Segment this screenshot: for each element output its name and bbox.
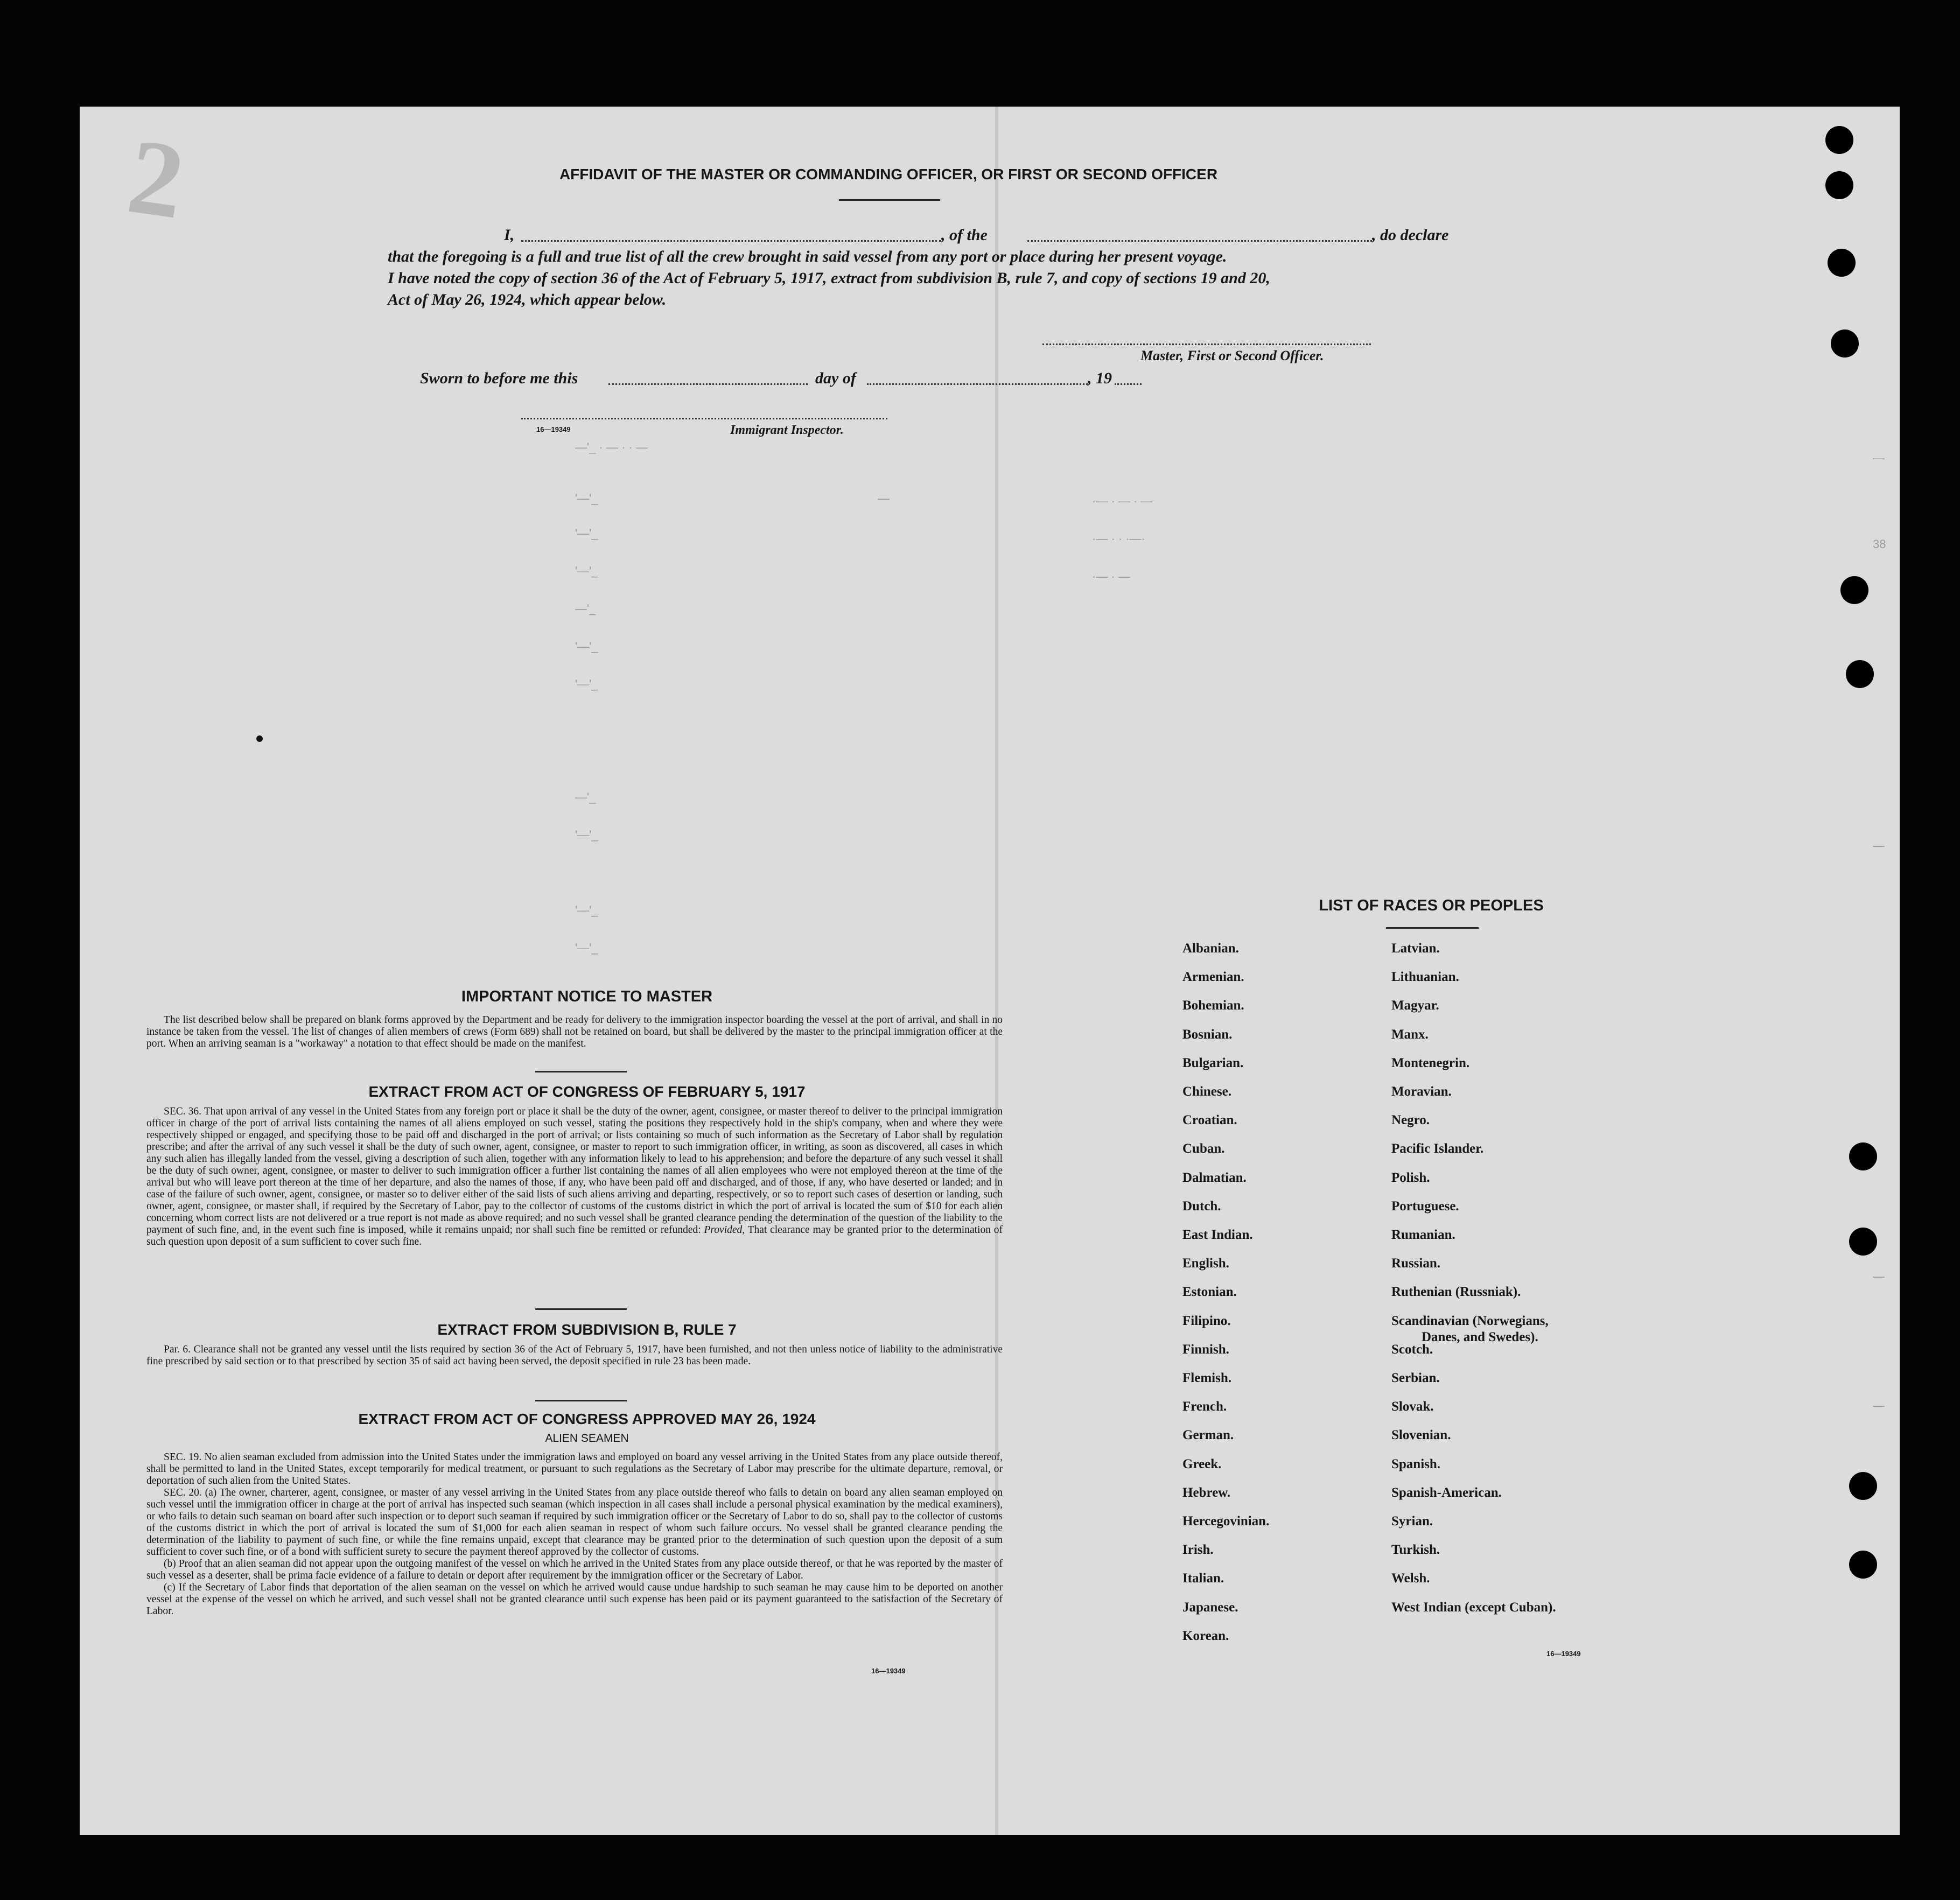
race-item: Serbian. [1391,1371,1440,1385]
extract-1917-text [146,1106,1003,1248]
race-item: Finnish. [1182,1342,1229,1357]
alien-seamen-subheading: ALIEN SEAMEN [545,1432,629,1445]
race-item: Spanish-American. [1391,1485,1502,1500]
race-item: Bohemian. [1182,998,1244,1013]
extract-1917-rule [535,1308,627,1310]
form-number-top: 16—19349 [536,425,571,433]
punch-hole [1831,329,1859,357]
race-item: Japanese. [1182,1600,1238,1615]
extract-1924-heading: EXTRACT FROM ACT OF CONGRESS APPROVED MAY 26, 1924 [358,1411,816,1427]
provided-text: That clearance may be granted prior to the determination of such question upon deposit of a sum sufficient to cover such fine. [146,1224,1003,1247]
affidavit-heading: AFFIDAVIT OF THE MASTER OR COMMANDING OFFICER, OR FIRST OR SECOND OFFICER [559,166,1218,183]
race-item: Filipino. [1182,1313,1231,1328]
race-item: Ruthenian (Russniak). [1391,1285,1521,1300]
race-item: East Indian. [1182,1228,1253,1242]
punch-hole [1846,660,1874,688]
edge-mark: — [1873,451,1885,465]
notice-heading: IMPORTANT NOTICE TO MASTER [461,988,713,1005]
rule-7-text [146,1344,1003,1368]
race-item: Scotch. [1391,1342,1433,1357]
affidavit-line-1 [424,226,1469,244]
bleed-mark: —'_ [575,602,596,615]
race-item: Cuban. [1182,1141,1225,1156]
sworn-month-field[interactable] [867,383,1088,385]
section-36-text: SEC. 36. That upon arrival of any vessel in the United States from any foreign port or place it shall be the duty of the owner, agent, consignee, or master thereof to deliver to the principal immigration officer in charge of the port of arrival lists containing the names of all aliens employed on such vessel, stating the positions they respectively hold in the ship's company, when and where they were respectively shipped or engaged, and specifying those to be paid off and discharged in the port of arrival; or lists containing so much of such information as the Secretary of Labor shall by regulation prescribe; and after the arrival of any such vessel it shall be the duty of such owner, agent, consignee, or master to report to such immigration officer, in writing, as soon as discovered, all cases in which any such alien has illegally landed from the vessel, giving a description of such alien, together with any information likely to lead to his apprehension; and before the departure of any such vessel it shall be the duty of such owner, agent, consignee, or master to deliver to such immigration officer a further list containing the names of all alien employees who were not employed thereon at the time of the arrival but who will leave port thereon at the time of her departure, and also the names of those, if any, who have been paid off and discharged, and of those, if any, who have deserted or landed; and in case of the failure of such owner, agent, consignee, or master so to deliver either of the said lists of such aliens arriving and departing, respectively, or so to report such cases of desertion or landing, such owner, agent, consignee, or master shall, if required by the Secretary of Labor, pay to the collector of customs of the customs district in which the port of arrival is located the sum of $10 for each alien concerning whom correct lists are not delivered or a true report is not made as above required; and no such vessel shall be granted clearance pending the determination of the question of the liability to the payment of such fine, and, in the event such fine is imposed, while it remains unpaid; nor shall such fine be remitted or refunded: [146,1106,1003,1236]
race-item: Hercegovinian. [1182,1514,1270,1529]
races-heading-rule [1386,927,1479,929]
declarant-name-field[interactable] [521,240,941,242]
race-item: Manx. [1391,1027,1429,1042]
race-item: Russian. [1391,1256,1441,1271]
race-item: Bosnian. [1182,1027,1233,1042]
section-20b-paragraph: (b) Proof that an alien seaman did not appear upon the outgoing manifest of the vessel on which he arrived in the United States from any place outside thereof, or that he was reported by the master of such vessel as a deserter, shall be prima facie evidence of a failure to detain or deport after requirement by the immigration officer or the Secretary of Labor. [146,1558,1003,1581]
race-item: Rumanian. [1391,1228,1455,1242]
bleed-mark: '—'_ [575,677,598,691]
race-item: Dutch. [1182,1198,1221,1214]
bleed-mark: —'_ [575,790,596,804]
sworn-day-field[interactable] [608,383,808,385]
race-item: Slovak. [1391,1399,1434,1414]
punch-hole [1849,1472,1877,1500]
affidavit-line-4: Act of May 26, 1924, which appear below. [388,291,667,309]
bleed-mark: ·— · — · — [1092,494,1153,508]
race-item: French. [1182,1399,1227,1414]
race-item: Armenian. [1182,970,1244,985]
race-item: Portuguese. [1391,1198,1459,1214]
race-item: Flemish. [1182,1371,1231,1385]
race-item: Danes, and Swedes). [1422,1329,1538,1344]
race-item: Korean. [1182,1628,1229,1643]
edge-mark: — [1873,1399,1885,1412]
affidavit-line-2: that the foregoing is a full and true list of all the crew brought in said vessel from any port or place during her present voyage. [388,248,1227,265]
of-the-label: , of the [941,226,988,244]
bleed-mark: '—'_ [575,527,598,540]
race-item: Moravian. [1391,1084,1452,1099]
section-36-paragraph [146,1106,1003,1248]
punch-hole [1849,1551,1877,1579]
bleed-mark: '—'_ [575,941,598,955]
race-item: Irish. [1182,1543,1214,1558]
notice-paragraph: The list described below shall be prepared on blank forms approved by the Department and be ready for delivery to the immigration inspector boarding the vessel at the port of arrival, and shall in no instance be taken from the vessel. The list of changes of alien members of crews (Form 689) shall not be retained on board, but shall be delivered by the master to the principal immigration officer at the port. When an arriving seaman is a "workaway" a notation to that effect should be made on the manifest. [146,1014,1003,1049]
race-item: Montenegrin. [1391,1055,1470,1070]
rule-7-paragraph: Par. 6. Clearance shall not be granted any vessel until the lists required by section 36 of the Act of February 5, 1917, have been furnished, and not then unless notice of liability to the administrative fine prescribed by said section or to that prescribed by section 35 of said act having been served, the deposit specified in rule 23 has been made. [146,1344,1003,1367]
section-20a-paragraph: SEC. 20. (a) The owner, charterer, agent, consignee, or master of any vessel arriving in the United States from any place outside thereof who fails to detain on board any alien seaman employed on such vessel until the immigration officer in charge at the port of arrival has inspected such seaman (which inspection in all cases shall include a personal physical examination by the medical examiners), or who fails to detain such seaman on board after such inspection or to deport such seaman if required by such immigration officer or the Secretary of Labor to do so, shall pay to the collector of customs of the customs district in which the port of arrival is located the sum of $1,000 for each alien seaman in respect of whom such failure occurs. No vessel shall be granted clearance pending the determination of the liability to payment of such fine, or while the fine remains unpaid, except that clearance may be granted prior to the determination of such question upon the deposit of a sum sufficient to cover such fine, or of a bond with sufficient surety to secure the payment thereof approved by the collector of customs. [146,1487,1003,1558]
inspector-signature-field[interactable] [521,418,887,419]
race-item: Negro. [1391,1113,1430,1128]
race-item: Syrian. [1391,1514,1433,1529]
race-item: Pacific Islander. [1391,1141,1484,1156]
race-item: German. [1182,1428,1234,1443]
race-item: Bulgarian. [1182,1055,1244,1070]
punch-hole [1840,576,1868,604]
edge-mark: — [1873,1270,1885,1283]
bleed-mark: ·— · · ·—· [1092,532,1145,545]
bleed-mark: ·— · — [1092,570,1130,583]
notice-rule [535,1071,627,1072]
year-label: , 19 [1088,369,1112,387]
race-item: Chinese. [1182,1084,1231,1099]
section-19-paragraph: SEC. 19. No alien seaman excluded from admission into the United States under the immigration laws and employed on board any vessel arriving in the United States from any place outside thereof, shall be permitted to land in the United States, except temporarily for medical treatment, or pursuant to such regulations as the Secretary of Labor may prescribe for the ultimate departure, removal, or deportation of such alien from the United States. [146,1452,1003,1487]
punch-hole [1849,1228,1877,1256]
punch-hole [1828,249,1856,277]
race-item: West Indian (except Cuban). [1391,1600,1556,1615]
section-20c-paragraph: (c) If the Secretary of Labor finds that deportation of the alien seaman on the vessel on which he arrived would cause undue hardship to such seaman he may cause him to be deported on another vessel at the expense of the vessel on which he arrived, and such vessel shall not be granted clearance until such expense has been paid or its payment guaranteed to the satisfaction of the Secretary of Labor. [146,1582,1003,1617]
document-sheet [80,107,1900,1835]
race-item: Scandinavian (Norwegians, [1391,1313,1549,1328]
bleed-mark: '—'_ [575,903,598,917]
master-signature-label: Master, First or Second Officer. [1140,348,1324,363]
affidavit-heading-rule [839,199,940,201]
sworn-line [420,369,1260,389]
edge-mark: 38 [1873,537,1886,551]
sworn-year-field[interactable] [1115,383,1142,385]
bleed-mark: —'_ · — · · — [575,440,648,454]
race-item: Croatian. [1182,1113,1237,1128]
do-declare-label: , do declare [1372,226,1449,244]
rule-7-heading: EXTRACT FROM SUBDIVISION B, RULE 7 [437,1321,737,1338]
affidavit-line-3: I have noted the copy of section 36 of the Act of February 5, 1917, extract from subdivision B, rule 7, and copy of sections 19 and 20, [388,269,1270,287]
day-of-label: day of [815,369,856,387]
race-item: Magyar. [1391,998,1439,1013]
race-item: Welsh. [1391,1571,1430,1586]
stray-dot [256,735,263,742]
race-item: Greek. [1182,1456,1222,1471]
race-item: Turkish. [1391,1543,1440,1558]
bleed-mark: '—'_ [575,640,598,653]
races-heading: LIST OF RACES OR PEOPLES [1319,897,1544,914]
race-item: Dalmatian. [1182,1170,1247,1185]
bleed-mark: '—'_ [575,828,598,842]
form-number-bottom-right: 16—19349 [1546,1650,1581,1658]
sworn-label: Sworn to before me this [420,369,578,387]
bleed-mark: '—'_ [575,564,598,578]
race-item: Estonian. [1182,1285,1237,1300]
extract-1924-text [146,1452,1003,1617]
rule-7-rule [535,1400,627,1401]
master-signature-field[interactable] [1042,343,1371,345]
punch-hole [1825,126,1853,154]
race-item: Spanish. [1391,1456,1441,1471]
punch-hole [1825,171,1853,199]
race-item: Italian. [1182,1571,1224,1586]
race-item: Albanian. [1182,941,1239,956]
race-item: Latvian. [1391,941,1440,956]
page-number: 2 [121,116,191,242]
race-item: Polish. [1391,1170,1430,1185]
vessel-name-field[interactable] [1027,240,1372,242]
form-number-bottom-left: 16—19349 [871,1667,906,1675]
inspector-label: Immigrant Inspector. [730,423,844,437]
punch-hole [1849,1142,1877,1170]
bleed-mark: '—'_ — [575,492,890,505]
i-label: I, [504,226,515,244]
provided-label: Provided, [704,1224,745,1236]
race-item: Hebrew. [1182,1485,1231,1500]
notice-text [146,1014,1003,1050]
extract-1917-heading: EXTRACT FROM ACT OF CONGRESS OF FEBRUARY 5, 1917 [368,1083,806,1100]
edge-mark: — [1873,839,1885,852]
race-item: Slovenian. [1391,1428,1451,1443]
race-item: Lithuanian. [1391,970,1459,985]
race-item: English. [1182,1256,1229,1271]
